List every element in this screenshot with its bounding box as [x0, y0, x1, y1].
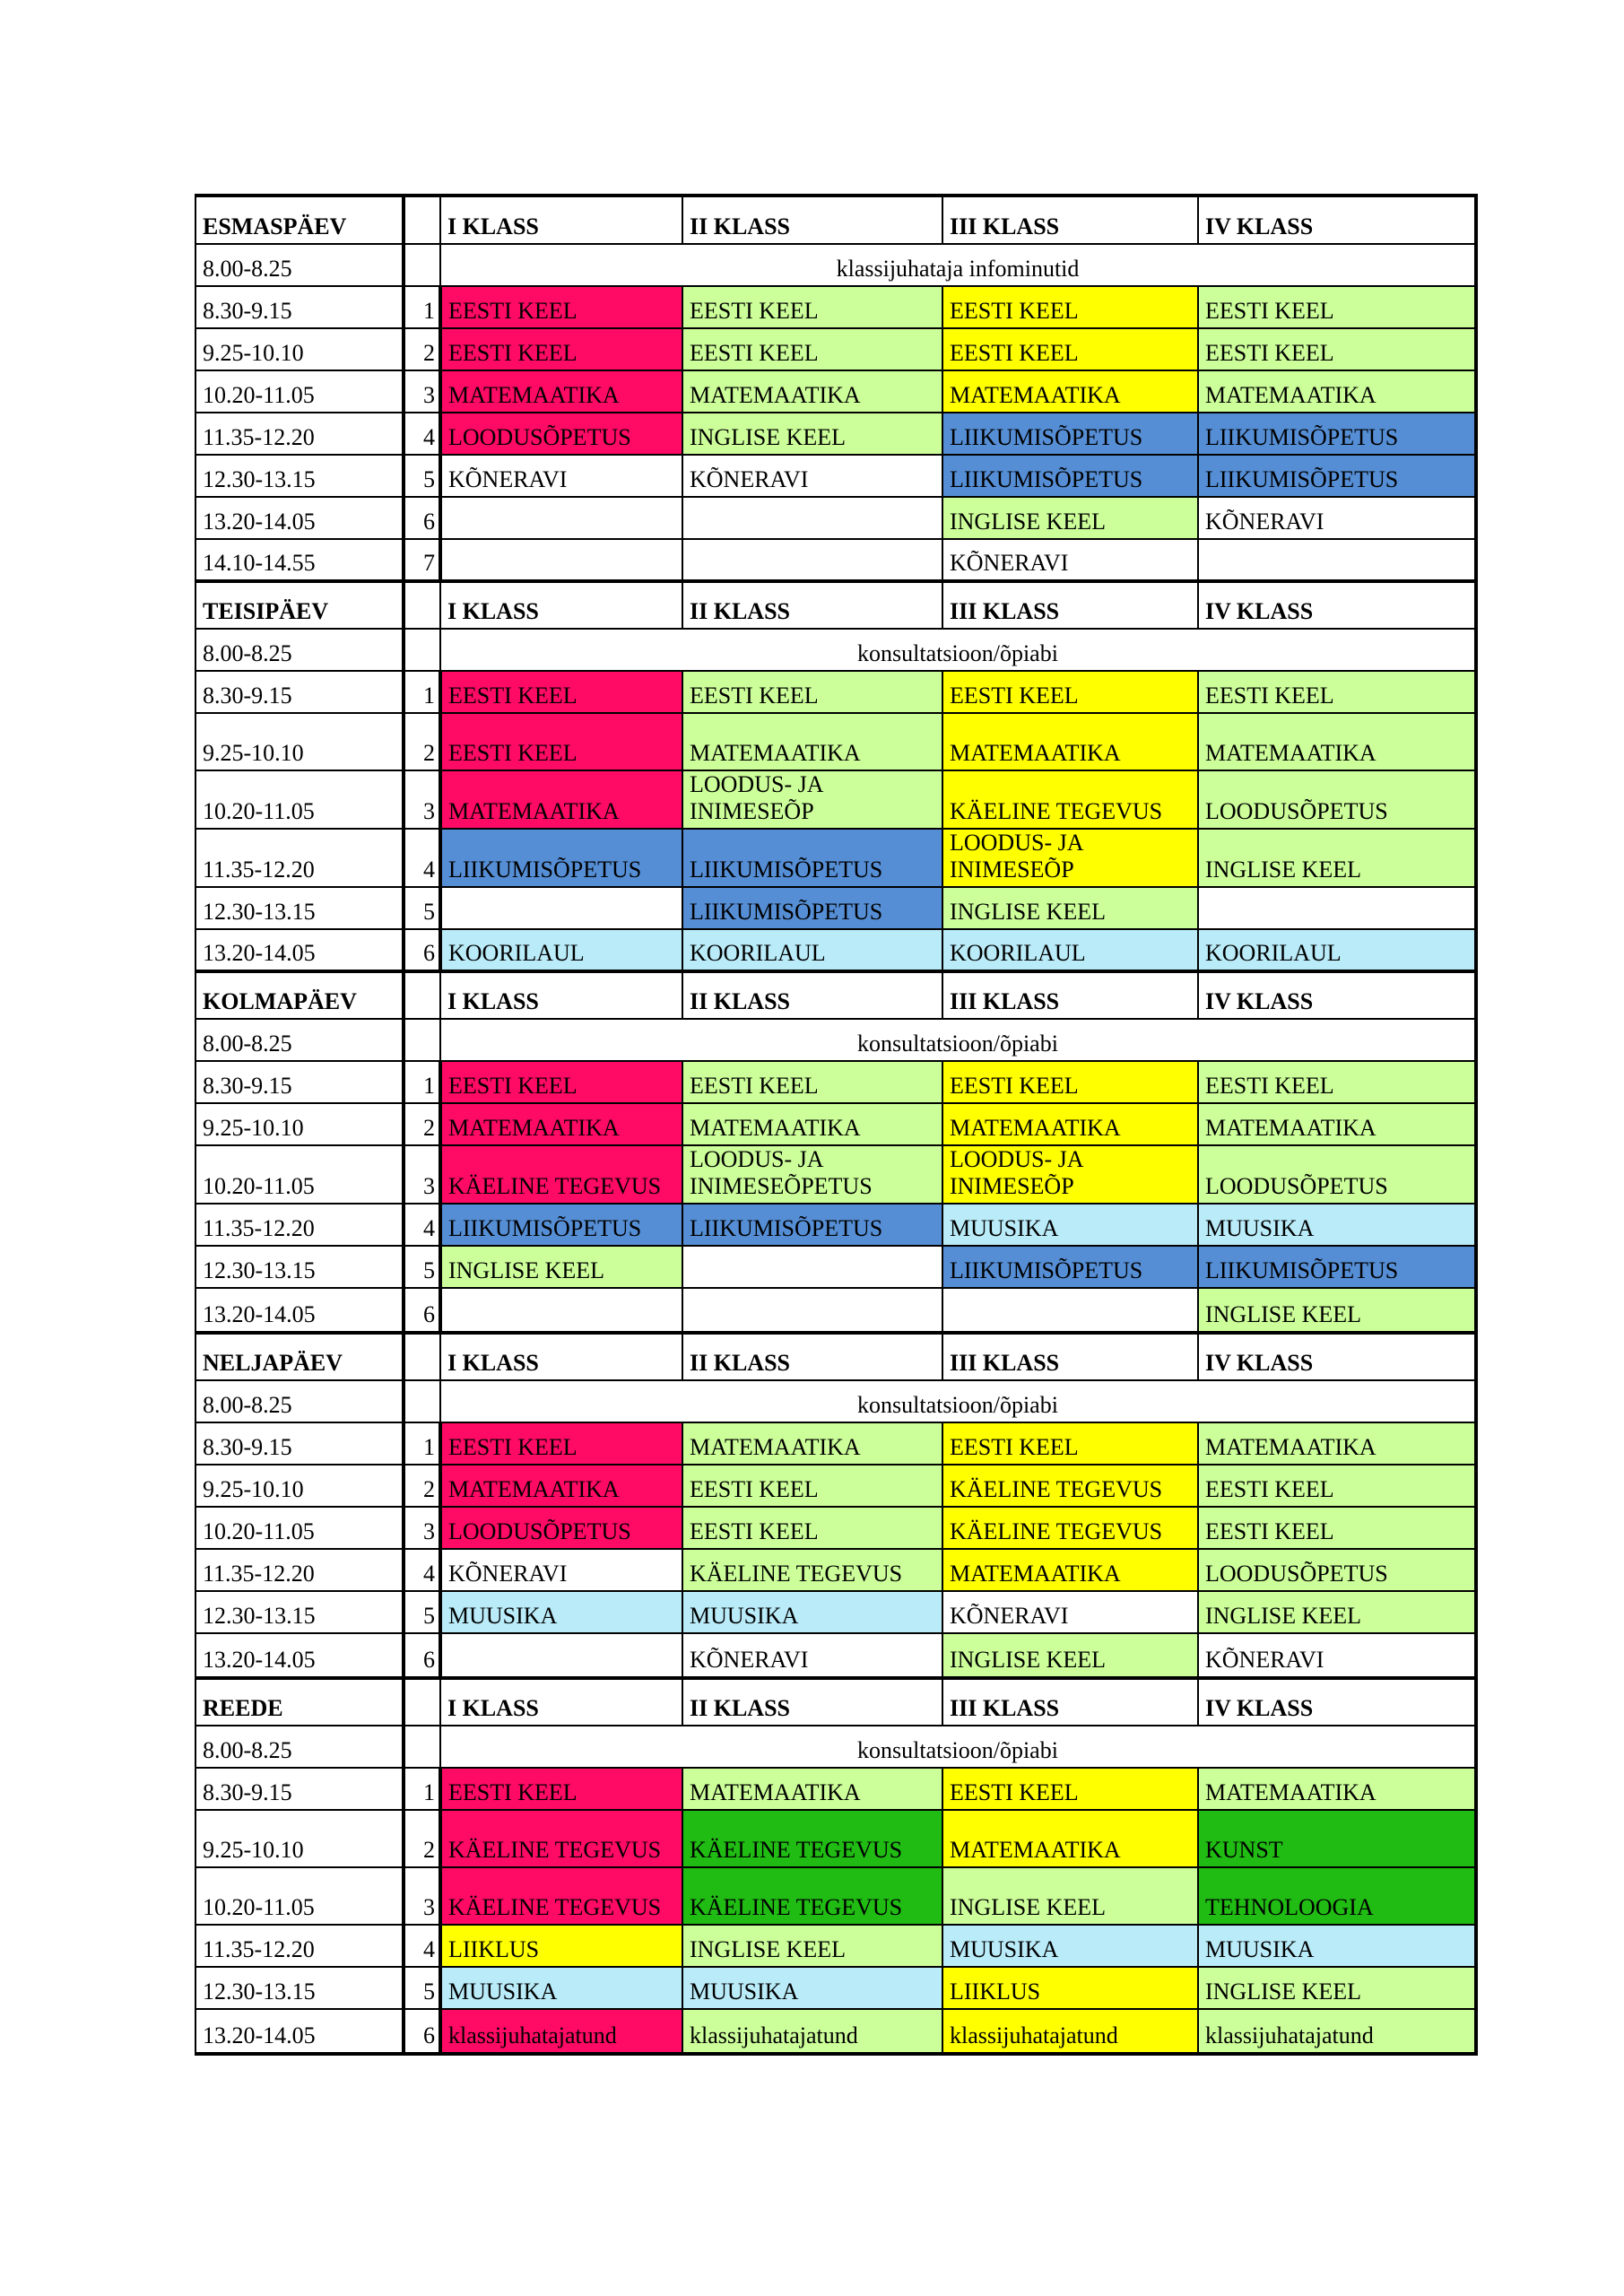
period-number: 5 [404, 1967, 440, 2009]
period-number: 6 [404, 1633, 440, 1678]
period-time: 11.35-12.20 [195, 413, 404, 455]
period-number [404, 629, 440, 671]
subject-cell: KOORILAUL [440, 929, 682, 971]
period-row [195, 2009, 1476, 2054]
day-note: klassijuhataja infominutid [440, 244, 1476, 286]
subject-cell: MATEMAATIKA [942, 1810, 1198, 1867]
period-time: 9.25-10.10 [195, 1810, 404, 1867]
subject-cell: LIIKUMISÕPETUS [942, 413, 1198, 455]
class-header: IV KLASS [1198, 1333, 1476, 1380]
subject-cell: klassijuhatajatund [942, 2009, 1198, 2054]
period-number: 6 [404, 2009, 440, 2054]
subject-cell: MATEMAATIKA [942, 370, 1198, 413]
subject-cell: EESTI KEEL [682, 1465, 942, 1507]
subject-cell: EESTI KEEL [942, 286, 1198, 328]
subject-cell: KÄELINE TEGEVUS [440, 1810, 682, 1867]
period-row [195, 1967, 1476, 2009]
subject-cell: INGLISE KEEL [942, 1867, 1198, 1925]
header-num-cell [404, 196, 440, 244]
subject-cell: LIIKUMISÕPETUS [1198, 413, 1476, 455]
subject-cell: INGLISE KEEL [1198, 829, 1476, 887]
period-number: 4 [404, 829, 440, 887]
period-row [195, 1507, 1476, 1549]
period-row [195, 1246, 1476, 1288]
note-row [195, 629, 1476, 671]
day-name: TEISIPÄEV [195, 581, 404, 629]
subject-cell: LIIKUMISÕPETUS [682, 829, 942, 887]
subject-cell: EESTI KEEL [440, 1422, 682, 1465]
period-row [195, 1867, 1476, 1925]
subject-cell: LOODUSÕPETUS [1198, 770, 1476, 829]
period-number: 6 [404, 1288, 440, 1333]
day-header-row [195, 196, 1476, 244]
subject-cell: EESTI KEEL [1198, 1061, 1476, 1103]
subject-cell: KOORILAUL [1198, 929, 1476, 971]
subject-cell: LIIKUMISÕPETUS [1198, 1246, 1476, 1288]
subject-cell: MATEMAATIKA [440, 1465, 682, 1507]
period-number [404, 1019, 440, 1061]
period-number: 4 [404, 413, 440, 455]
period-time: 11.35-12.20 [195, 829, 404, 887]
subject-cell: LIIKUMISÕPETUS [682, 1204, 942, 1246]
period-number: 6 [404, 929, 440, 971]
subject-cell: MATEMAATIKA [440, 770, 682, 829]
period-time: 8.30-9.15 [195, 286, 404, 328]
subject-cell: EESTI KEEL [1198, 1465, 1476, 1507]
subject-cell: LIIKUMISÕPETUS [942, 455, 1198, 497]
header-num-cell [404, 1678, 440, 1726]
period-row [195, 713, 1476, 770]
subject-cell: LIIKLUS [440, 1925, 682, 1967]
class-header: III KLASS [942, 1333, 1198, 1380]
period-number: 5 [404, 1246, 440, 1288]
class-header: I KLASS [440, 581, 682, 629]
subject-cell: MATEMAATIKA [682, 1768, 942, 1810]
subject-cell: LOODUSÕPETUS [1198, 1549, 1476, 1591]
subject-cell [1198, 539, 1476, 581]
period-time: 12.30-13.15 [195, 1246, 404, 1288]
subject-cell: MUUSIKA [1198, 1204, 1476, 1246]
subject-cell: KÄELINE TEGEVUS [682, 1867, 942, 1925]
subject-cell [440, 1633, 682, 1678]
period-row [195, 1633, 1476, 1678]
day-note: konsultatsioon/õpiabi [440, 1019, 1476, 1061]
subject-cell: MATEMAATIKA [682, 370, 942, 413]
subject-cell: EESTI KEEL [942, 328, 1198, 370]
subject-cell: MUUSIKA [440, 1967, 682, 2009]
day-header-row [195, 971, 1476, 1019]
period-number: 1 [404, 286, 440, 328]
period-time: 8.30-9.15 [195, 1768, 404, 1810]
period-time: 13.20-14.05 [195, 1288, 404, 1333]
class-header: III KLASS [942, 971, 1198, 1019]
period-time: 12.30-13.15 [195, 1967, 404, 2009]
subject-cell: EESTI KEEL [682, 286, 942, 328]
period-row [195, 497, 1476, 539]
subject-cell: EESTI KEEL [682, 328, 942, 370]
period-time: 8.30-9.15 [195, 671, 404, 713]
subject-cell: MATEMAATIKA [1198, 1768, 1476, 1810]
day-note: konsultatsioon/õpiabi [440, 1380, 1476, 1422]
subject-cell: klassijuhatajatund [1198, 2009, 1476, 2054]
period-row [195, 1061, 1476, 1103]
period-time: 8.00-8.25 [195, 629, 404, 671]
subject-cell: KÕNERAVI [440, 1549, 682, 1591]
period-row [195, 1591, 1476, 1633]
timetable [195, 194, 1478, 2056]
subject-cell: INGLISE KEEL [682, 413, 942, 455]
period-row [195, 286, 1476, 328]
period-number: 2 [404, 1103, 440, 1145]
subject-cell [440, 1288, 682, 1333]
subject-cell: EESTI KEEL [1198, 286, 1476, 328]
day-name: KOLMAPÄEV [195, 971, 404, 1019]
header-num-cell [404, 971, 440, 1019]
subject-cell: KÄELINE TEGEVUS [682, 1810, 942, 1867]
day-name: REEDE [195, 1678, 404, 1726]
subject-cell: EESTI KEEL [1198, 1507, 1476, 1549]
subject-cell: LOODUSÕPETUS [1198, 1145, 1476, 1204]
period-row [195, 1422, 1476, 1465]
subject-cell: MUUSIKA [682, 1591, 942, 1633]
period-number: 3 [404, 1145, 440, 1204]
day-header-row [195, 581, 1476, 629]
class-header: IV KLASS [1198, 1678, 1476, 1726]
period-number: 2 [404, 328, 440, 370]
class-header: IV KLASS [1198, 581, 1476, 629]
period-time: 9.25-10.10 [195, 1103, 404, 1145]
period-row [195, 671, 1476, 713]
period-time: 10.20-11.05 [195, 1507, 404, 1549]
subject-cell: KUNST [1198, 1810, 1476, 1867]
subject-cell: EESTI KEEL [942, 671, 1198, 713]
period-number: 2 [404, 1810, 440, 1867]
subject-cell: KÄELINE TEGEVUS [942, 770, 1198, 829]
class-header: I KLASS [440, 971, 682, 1019]
period-time: 13.20-14.05 [195, 497, 404, 539]
period-row [195, 1810, 1476, 1867]
period-row [195, 370, 1476, 413]
period-number: 5 [404, 887, 440, 929]
subject-cell: KÄELINE TEGEVUS [682, 1549, 942, 1591]
period-row [195, 328, 1476, 370]
period-number: 4 [404, 1204, 440, 1246]
subject-cell: LOODUS- JA INIMESEÕPETUS [682, 1145, 942, 1204]
subject-cell: INGLISE KEEL [942, 497, 1198, 539]
period-number: 1 [404, 1422, 440, 1465]
day-header-row [195, 1678, 1476, 1726]
subject-cell: MATEMAATIKA [1198, 713, 1476, 770]
subject-cell: EESTI KEEL [1198, 671, 1476, 713]
subject-cell: INGLISE KEEL [440, 1246, 682, 1288]
period-number: 2 [404, 1465, 440, 1507]
subject-cell: EESTI KEEL [942, 1061, 1198, 1103]
period-time: 8.00-8.25 [195, 1380, 404, 1422]
subject-cell: LOODUS- JA INIMESEÕP [942, 829, 1198, 887]
subject-cell: MATEMAATIKA [1198, 1103, 1476, 1145]
period-row [195, 1925, 1476, 1967]
period-time: 13.20-14.05 [195, 929, 404, 971]
subject-cell: EESTI KEEL [682, 671, 942, 713]
period-row [195, 1768, 1476, 1810]
subject-cell: INGLISE KEEL [942, 887, 1198, 929]
period-time: 10.20-11.05 [195, 770, 404, 829]
day-note: konsultatsioon/õpiabi [440, 629, 1476, 671]
note-row [195, 1380, 1476, 1422]
period-time: 12.30-13.15 [195, 887, 404, 929]
period-time: 10.20-11.05 [195, 1867, 404, 1925]
day-name: NELJAPÄEV [195, 1333, 404, 1380]
subject-cell: MATEMAATIKA [440, 1103, 682, 1145]
subject-cell: LOODUS- JA INIMESEÕP [942, 1145, 1198, 1204]
subject-cell: KÄELINE TEGEVUS [440, 1867, 682, 1925]
period-time: 11.35-12.20 [195, 1925, 404, 1967]
period-time: 8.00-8.25 [195, 1726, 404, 1768]
subject-cell: LIIKUMISÕPETUS [440, 1204, 682, 1246]
subject-cell: KÕNERAVI [942, 539, 1198, 581]
subject-cell: INGLISE KEEL [1198, 1288, 1476, 1333]
subject-cell: MUUSIKA [942, 1204, 1198, 1246]
period-number: 1 [404, 1768, 440, 1810]
subject-cell: MATEMAATIKA [682, 713, 942, 770]
period-number: 5 [404, 1591, 440, 1633]
subject-cell: INGLISE KEEL [682, 1925, 942, 1967]
subject-cell: EESTI KEEL [440, 671, 682, 713]
subject-cell: KÕNERAVI [942, 1591, 1198, 1633]
period-row [195, 455, 1476, 497]
subject-cell: INGLISE KEEL [942, 1633, 1198, 1678]
subject-cell [942, 1288, 1198, 1333]
period-time: 9.25-10.10 [195, 713, 404, 770]
subject-cell: klassijuhatajatund [440, 2009, 682, 2054]
subject-cell: KÕNERAVI [682, 1633, 942, 1678]
subject-cell [440, 497, 682, 539]
period-number [404, 1726, 440, 1768]
subject-cell: LOODUSÕPETUS [440, 1507, 682, 1549]
subject-cell: TEHNOLOOGIA [1198, 1867, 1476, 1925]
subject-cell: KÄELINE TEGEVUS [942, 1465, 1198, 1507]
note-row [195, 1019, 1476, 1061]
subject-cell: KOORILAUL [682, 929, 942, 971]
subject-cell: EESTI KEEL [682, 1507, 942, 1549]
period-time: 10.20-11.05 [195, 370, 404, 413]
period-row [195, 1103, 1476, 1145]
period-number: 4 [404, 1925, 440, 1967]
note-row [195, 1726, 1476, 1768]
subject-cell: INGLISE KEEL [1198, 1967, 1476, 2009]
subject-cell: KÕNERAVI [1198, 497, 1476, 539]
subject-cell: KOORILAUL [942, 929, 1198, 971]
period-row [195, 770, 1476, 829]
subject-cell: MATEMAATIKA [682, 1422, 942, 1465]
subject-cell: MATEMAATIKA [942, 713, 1198, 770]
day-name: ESMASPÄEV [195, 196, 404, 244]
class-header: IV KLASS [1198, 196, 1476, 244]
period-row [195, 1145, 1476, 1204]
period-number: 2 [404, 713, 440, 770]
period-time: 9.25-10.10 [195, 328, 404, 370]
subject-cell: INGLISE KEEL [1198, 1591, 1476, 1633]
subject-cell: EESTI KEEL [1198, 328, 1476, 370]
subject-cell: EESTI KEEL [440, 713, 682, 770]
class-header: I KLASS [440, 1678, 682, 1726]
subject-cell [440, 539, 682, 581]
subject-cell: MATEMAATIKA [942, 1549, 1198, 1591]
period-number: 3 [404, 770, 440, 829]
header-num-cell [404, 1333, 440, 1380]
period-row [195, 1549, 1476, 1591]
subject-cell: KÄELINE TEGEVUS [440, 1145, 682, 1204]
class-header: II KLASS [682, 1678, 942, 1726]
period-time: 14.10-14.55 [195, 539, 404, 581]
subject-cell [1198, 887, 1476, 929]
period-number: 6 [404, 497, 440, 539]
subject-cell: KÕNERAVI [440, 455, 682, 497]
class-header: IV KLASS [1198, 971, 1476, 1019]
period-row [195, 1465, 1476, 1507]
period-row [195, 413, 1476, 455]
period-number: 5 [404, 455, 440, 497]
subject-cell [682, 1288, 942, 1333]
period-number: 3 [404, 1507, 440, 1549]
subject-cell: EESTI KEEL [440, 1061, 682, 1103]
period-row [195, 887, 1476, 929]
subject-cell: MUUSIKA [440, 1591, 682, 1633]
subject-cell: KÕNERAVI [682, 455, 942, 497]
note-row [195, 244, 1476, 286]
subject-cell: LIIKUMISÕPETUS [942, 1246, 1198, 1288]
subject-cell: EESTI KEEL [682, 1061, 942, 1103]
class-header: II KLASS [682, 196, 942, 244]
period-time: 12.30-13.15 [195, 455, 404, 497]
period-row [195, 1204, 1476, 1246]
period-number: 4 [404, 1549, 440, 1591]
period-number [404, 244, 440, 286]
subject-cell: KÄELINE TEGEVUS [942, 1507, 1198, 1549]
subject-cell: LIIKUMISÕPETUS [1198, 455, 1476, 497]
period-row [195, 1288, 1476, 1333]
class-header: III KLASS [942, 196, 1198, 244]
period-number: 1 [404, 671, 440, 713]
period-time: 13.20-14.05 [195, 1633, 404, 1678]
period-number: 3 [404, 370, 440, 413]
subject-cell: EESTI KEEL [440, 286, 682, 328]
period-number: 1 [404, 1061, 440, 1103]
period-time: 8.30-9.15 [195, 1422, 404, 1465]
class-header: II KLASS [682, 1333, 942, 1380]
subject-cell [440, 887, 682, 929]
day-header-row [195, 1333, 1476, 1380]
class-header: II KLASS [682, 971, 942, 1019]
subject-cell: MATEMAATIKA [682, 1103, 942, 1145]
period-time: 13.20-14.05 [195, 2009, 404, 2054]
period-time: 8.30-9.15 [195, 1061, 404, 1103]
class-header: III KLASS [942, 1678, 1198, 1726]
subject-cell: MUUSIKA [682, 1967, 942, 2009]
period-time: 11.35-12.20 [195, 1549, 404, 1591]
period-number [404, 1380, 440, 1422]
period-time: 12.30-13.15 [195, 1591, 404, 1633]
subject-cell: EESTI KEEL [942, 1768, 1198, 1810]
period-time: 11.35-12.20 [195, 1204, 404, 1246]
period-row [195, 929, 1476, 971]
subject-cell: LIIKLUS [942, 1967, 1198, 2009]
subject-cell: MATEMAATIKA [942, 1103, 1198, 1145]
subject-cell: EESTI KEEL [942, 1422, 1198, 1465]
subject-cell: MATEMAATIKA [440, 370, 682, 413]
subject-cell: LOODUSÕPETUS [440, 413, 682, 455]
subject-cell: LIIKUMISÕPETUS [682, 887, 942, 929]
period-time: 8.00-8.25 [195, 244, 404, 286]
class-header: I KLASS [440, 1333, 682, 1380]
class-header: I KLASS [440, 196, 682, 244]
subject-cell: EESTI KEEL [440, 328, 682, 370]
period-time: 8.00-8.25 [195, 1019, 404, 1061]
period-row [195, 829, 1476, 887]
subject-cell: MUUSIKA [942, 1925, 1198, 1967]
period-number: 3 [404, 1867, 440, 1925]
period-time: 9.25-10.10 [195, 1465, 404, 1507]
subject-cell: EESTI KEEL [440, 1768, 682, 1810]
period-time: 10.20-11.05 [195, 1145, 404, 1204]
header-num-cell [404, 581, 440, 629]
subject-cell: LIIKUMISÕPETUS [440, 829, 682, 887]
subject-cell: MATEMAATIKA [1198, 1422, 1476, 1465]
day-note: konsultatsioon/õpiabi [440, 1726, 1476, 1768]
subject-cell: klassijuhatajatund [682, 2009, 942, 2054]
class-header: III KLASS [942, 581, 1198, 629]
period-row [195, 539, 1476, 581]
subject-cell [682, 497, 942, 539]
subject-cell [682, 1246, 942, 1288]
subject-cell: MATEMAATIKA [1198, 370, 1476, 413]
class-header: II KLASS [682, 581, 942, 629]
subject-cell: KÕNERAVI [1198, 1633, 1476, 1678]
subject-cell: LOODUS- JA INIMESEÕP [682, 770, 942, 829]
period-number: 7 [404, 539, 440, 581]
subject-cell: MUUSIKA [1198, 1925, 1476, 1967]
subject-cell [682, 539, 942, 581]
